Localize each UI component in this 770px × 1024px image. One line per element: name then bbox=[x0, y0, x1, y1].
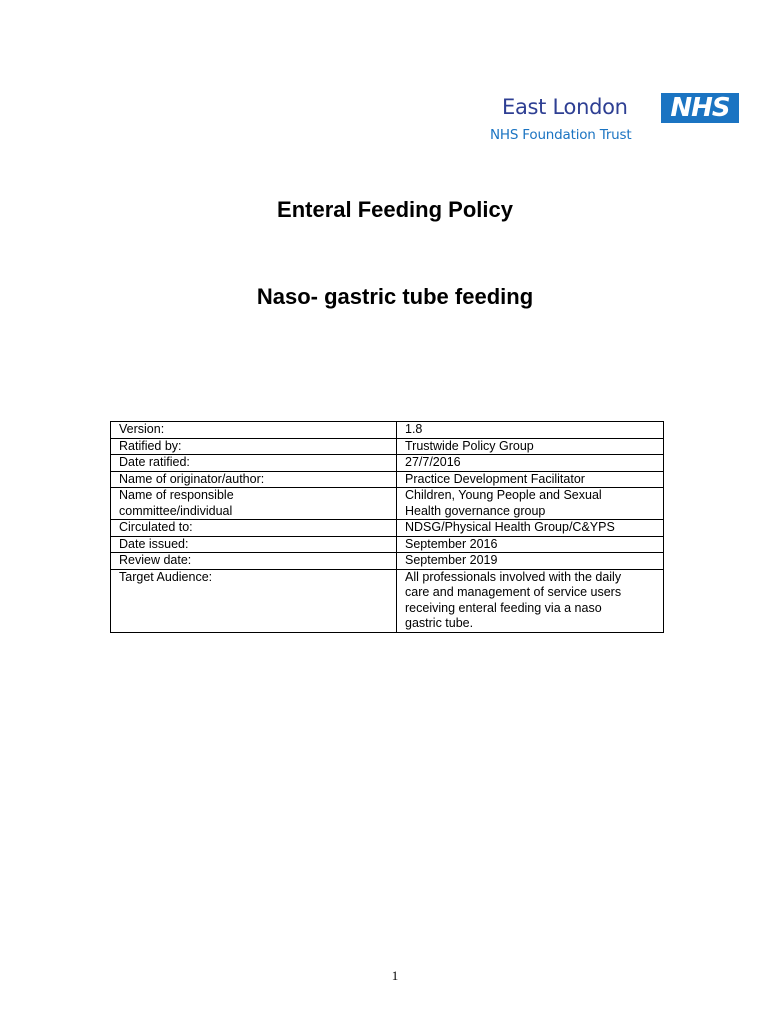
info-value-cell bbox=[397, 422, 664, 439]
info-value-line: Health governance group bbox=[405, 503, 546, 518]
info-table-row bbox=[111, 422, 664, 439]
info-value-line: September 2016 bbox=[405, 536, 498, 551]
info-key-cell bbox=[111, 553, 397, 570]
info-key-line: Name of responsible bbox=[119, 488, 234, 502]
nhs-trust-logo bbox=[488, 92, 744, 148]
info-key-cell bbox=[111, 471, 397, 488]
info-key-line: committee/individual bbox=[119, 503, 233, 518]
info-key-line: Name of originator/author: bbox=[119, 471, 265, 486]
info-value-line: 27/7/2016 bbox=[405, 455, 461, 469]
info-value-cell bbox=[397, 553, 664, 570]
info-value-cell bbox=[397, 438, 664, 455]
info-key-cell bbox=[111, 536, 397, 553]
logo-org-name: East London bbox=[502, 95, 628, 119]
info-key-line: Date ratified: bbox=[119, 455, 190, 469]
info-value-cell bbox=[397, 471, 664, 488]
info-table-row bbox=[111, 569, 664, 632]
info-key-line: Review date: bbox=[119, 553, 192, 567]
info-value-line: gastric tube. bbox=[405, 616, 474, 630]
info-value-line: Children, Young People and Sexual bbox=[405, 488, 602, 502]
info-value-cell bbox=[397, 569, 664, 632]
info-table-row bbox=[111, 520, 664, 537]
info-key-cell bbox=[111, 488, 397, 520]
info-key-cell bbox=[111, 438, 397, 455]
document-title: Enteral Feeding Policy bbox=[277, 197, 513, 222]
info-value-cell bbox=[397, 488, 664, 520]
info-value-cell bbox=[397, 455, 664, 472]
info-key-line: Date issued: bbox=[119, 536, 189, 551]
info-value-line: care and management of service users bbox=[405, 585, 622, 599]
info-value-cell bbox=[397, 520, 664, 537]
info-value-line: All professionals involved with the daily bbox=[405, 569, 622, 584]
info-table-row bbox=[111, 536, 664, 553]
info-table-row bbox=[111, 471, 664, 488]
info-value-line: receiving enteral feeding via a naso bbox=[405, 600, 602, 615]
info-key-line: Target Audience: bbox=[119, 569, 213, 584]
document-subtitle: Naso- gastric tube feeding bbox=[256, 284, 534, 309]
document-info-table bbox=[110, 421, 664, 633]
info-key-line: Ratified by: bbox=[119, 438, 182, 453]
nhs-badge: NHS bbox=[661, 93, 739, 123]
info-value-line: Trustwide Policy Group bbox=[405, 438, 534, 453]
info-table-row bbox=[111, 438, 664, 455]
info-value-line: NDSG/Physical Health Group/C&YPS bbox=[405, 520, 615, 534]
info-key-cell bbox=[111, 520, 397, 537]
info-value-line: September 2019 bbox=[405, 553, 498, 567]
info-value-line: Practice Development Facilitator bbox=[405, 471, 585, 486]
info-key-cell bbox=[111, 422, 397, 439]
info-table-row bbox=[111, 488, 664, 520]
info-value-line: 1.8 bbox=[405, 422, 423, 436]
info-key-cell bbox=[111, 569, 397, 632]
info-table-row bbox=[111, 553, 664, 570]
info-key-line: Version: bbox=[119, 422, 165, 436]
logo-org-subtitle: NHS Foundation Trust bbox=[490, 127, 632, 143]
info-key-line: Circulated to: bbox=[119, 520, 193, 534]
page-number: 1 bbox=[391, 968, 399, 983]
info-value-cell bbox=[397, 536, 664, 553]
info-table-row bbox=[111, 455, 664, 472]
info-key-cell bbox=[111, 455, 397, 472]
